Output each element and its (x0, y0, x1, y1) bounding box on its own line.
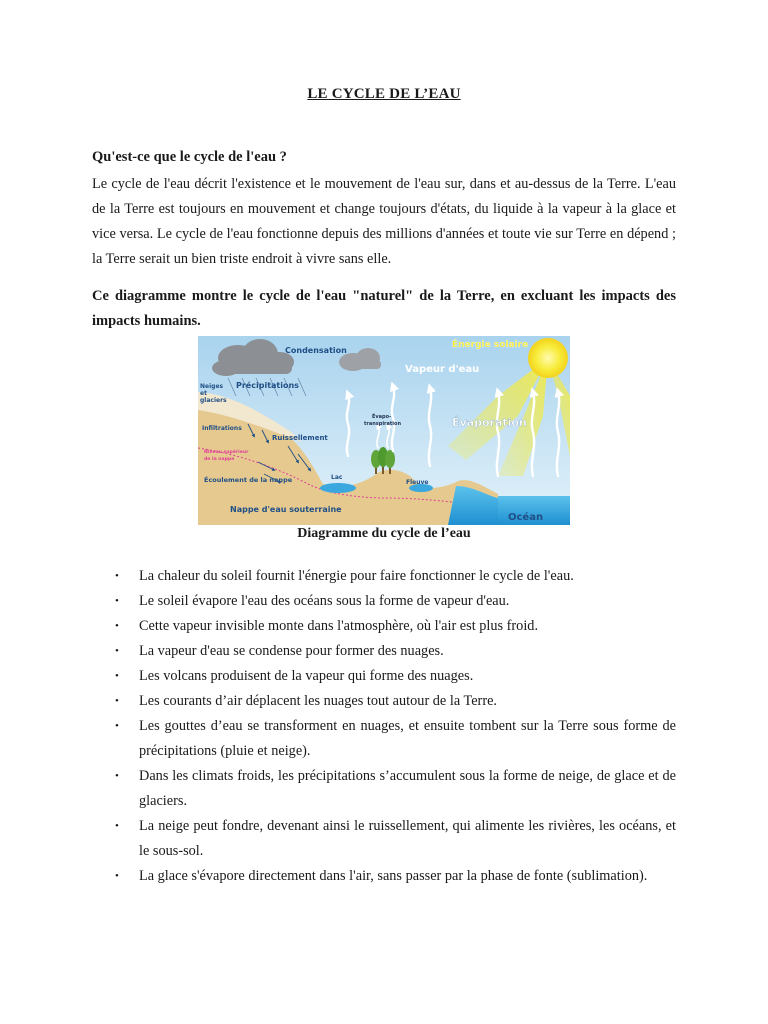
lake (320, 483, 356, 493)
label-neiges-2: et (200, 390, 207, 397)
label-ocean: Océan (508, 512, 544, 523)
list-item (0, 764, 676, 814)
bullet-icon: • (115, 820, 119, 832)
sun-icon (528, 338, 568, 378)
bullet-icon: • (115, 670, 119, 682)
list-item-text: Les gouttes d’eau se transforment en nuages, et ensuite tombent sur la Terre sous forme de précipitations (pluie et neige). (139, 718, 676, 759)
list-item-text: La glace s'évapore directement dans l'air, sans passer par la phase de fonte (sublimation). (139, 868, 648, 884)
water-cycle-diagram (198, 336, 570, 525)
list-item-text: Le soleil évapore l'eau des océans sous la forme de vapeur d'eau. (139, 593, 510, 609)
list-item-text: La chaleur du soleil fournit l'énergie pour faire fonctionner le cycle de l'eau. (139, 568, 574, 584)
list-item (0, 689, 676, 714)
label-neiges-3: glaciers (200, 397, 227, 404)
label-evaporation: Évaporation (452, 416, 527, 429)
label-ecoulement: Écoulement de la nappe (204, 476, 293, 484)
list-item (0, 589, 676, 614)
label-energie-solaire: Énergie solaire (452, 340, 529, 350)
list-item (0, 564, 676, 589)
label-condensation: Condensation (285, 346, 347, 355)
bullet-icon: • (115, 870, 119, 882)
intro-paragraph: Le cycle de l'eau décrit l'existence et le mouvement de l'eau sur, dans et au-dessus de la Terre. L'eau de la Terre est toujours en mouvement et change toujours d'états, du liquide à la vapeur à la glace et vice versa. Le cycle de l'eau fonctionne depuis des millions d'années et toute vie sur Terre en dépend ; la Terre serait un bien triste endroit à vivre sans elle. (92, 176, 676, 267)
bullet-list (0, 564, 768, 889)
list-item (0, 814, 676, 864)
list-item-text: La neige peut fondre, devenant ainsi le ruissellement, qui alimente les rivières, les océans, et le sous-sol. (139, 818, 676, 859)
list-item-text: Dans les climats froids, les précipitations s’accumulent sous la forme de neige, de glace et de glaciers. (139, 768, 676, 809)
label-neiges-1: Neiges (200, 383, 224, 390)
label-ruissellement: Ruissellement (272, 434, 328, 442)
label-evapo-2: transpiration (364, 421, 401, 427)
diagram-lead-paragraph: Ce diagramme montre le cycle de l'eau "naturel" de la Terre, en excluant les impacts des impacts humains. (92, 288, 676, 329)
bullet-icon: • (115, 720, 119, 732)
list-item-text: Cette vapeur invisible monte dans l'atmosphère, où l'air est plus froid. (139, 618, 539, 634)
bullet-icon: • (115, 645, 119, 657)
label-vapeur: Vapeur d'eau (405, 364, 480, 375)
label-precipitations: Précipitations (236, 381, 299, 390)
list-item-text: Les volcans produisent de la vapeur qui forme des nuages. (139, 668, 474, 684)
section-question: Qu'est-ce que le cycle de l'eau ? (92, 149, 287, 165)
bullet-icon: • (115, 620, 119, 632)
bullet-icon: • (115, 695, 119, 707)
bullet-icon: • (115, 770, 119, 782)
label-lac: Lac (331, 474, 343, 481)
list-item-text: Les courants d’air déplacent les nuages tout autour de la Terre. (139, 693, 498, 709)
label-evapo-1: Évapo- (372, 414, 392, 420)
list-item (0, 614, 676, 639)
bullet-icon: • (115, 595, 119, 607)
list-item (0, 639, 676, 664)
label-infiltrations: Infiltrations (202, 425, 242, 432)
label-niveau-1: Niveau supérieur (204, 450, 249, 455)
list-item (0, 714, 676, 764)
label-fleuve: Fleuve (406, 479, 429, 486)
figure-caption: Diagramme du cycle de l’eau (297, 526, 471, 541)
list-item (0, 864, 676, 889)
list-item (0, 664, 676, 689)
document-title: LE CYCLE DE L’EAU (307, 86, 461, 102)
label-niveau-2: de la nappe (204, 457, 235, 462)
bullet-icon: • (115, 570, 119, 582)
label-nappe: Nappe d'eau souterraine (230, 505, 342, 514)
list-item-text: La vapeur d'eau se condense pour former des nuages. (139, 643, 444, 659)
